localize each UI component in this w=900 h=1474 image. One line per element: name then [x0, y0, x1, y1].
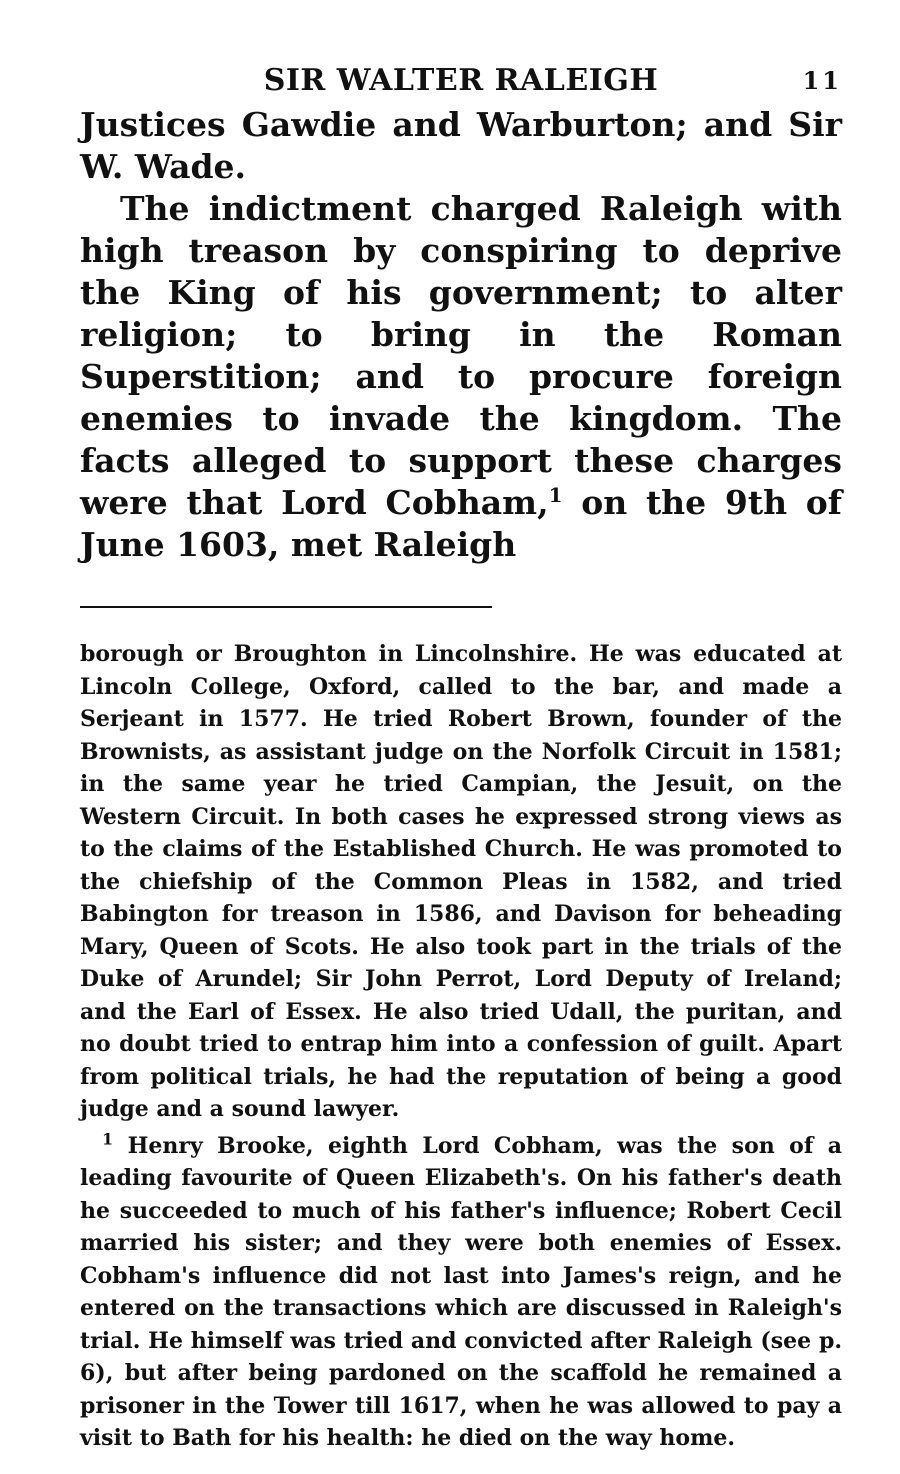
main-text [80, 104, 842, 566]
book-page [80, 58, 842, 1455]
paragraph-2 [80, 188, 842, 566]
running-head [80, 58, 842, 104]
paragraph-1: Justices Gawdie and Warburton; and Sir W. Wade. [80, 105, 842, 186]
paragraph-2-text: The indictment charged Raleigh with high treason by conspiring to deprive the King of his government; to alter religion; to bring in the Roman Superstition; and to procure foreign enemies to invade the kingdom. The facts alleged to support these charges were that Lord Cobham, [80, 189, 842, 522]
running-title: SIR WALTER RALEIGH [263, 63, 659, 98]
paragraph-2-continuation: on the 9th of June 1603, met Raleigh [80, 483, 843, 564]
footnote-marker: 1 [548, 483, 563, 507]
footnote-continued: borough or Broughton in Lincolnshire. He was educated at Lincoln College, Oxford, called to the bar, and made a Serjeant in 1577. He tried Robert Brown, founder of the Brownists, as assistant judge on the Norfolk Circuit in 1581; in the same year he tried Campian, the Jesuit, on the Western Circuit. In both cases he expressed strong views as to the claims of the Established Church. He was promoted to the chiefship of the Common Pleas in 1582, and tried Babington for treason in 1586, and Davison for beheading Mary, Queen of Scots. He also took part in the trials of the Duke of Arundel; Sir John Perrot, Lord Deputy of Ireland; and the Earl of Essex. He also tried Udall, the puritan, and no doubt tried to entrap him into a confession of guilt. Apart from political trials, he had the reputation of being a good judge and a sound lawyer. [80, 641, 842, 1122]
footnote-1 [80, 1130, 842, 1455]
footnotes [80, 638, 842, 1455]
page-number: 11 [802, 66, 842, 95]
footnote-1-text: Henry Brooke, eighth Lord Cobham, was the son of a leading favourite of Queen Elizabeth's. On his father's death he succeeded to much of his father's influence; Robert Cecil married his sister; and they were both enemies of Essex. Cobham's influence did not last into James's reign, and he entered on the transactions which are discussed in Raleigh's trial. He himself was tried and convicted after Raleigh (see p. 6), but after being pardoned on the scaffold he remained a prisoner in the Tower till 1617, when he was allowed to pay a visit to Bath for his health: he died on the way home. [80, 1132, 842, 1451]
footnote-divider [80, 606, 492, 608]
footnote-1-number: 1 [102, 1129, 114, 1149]
